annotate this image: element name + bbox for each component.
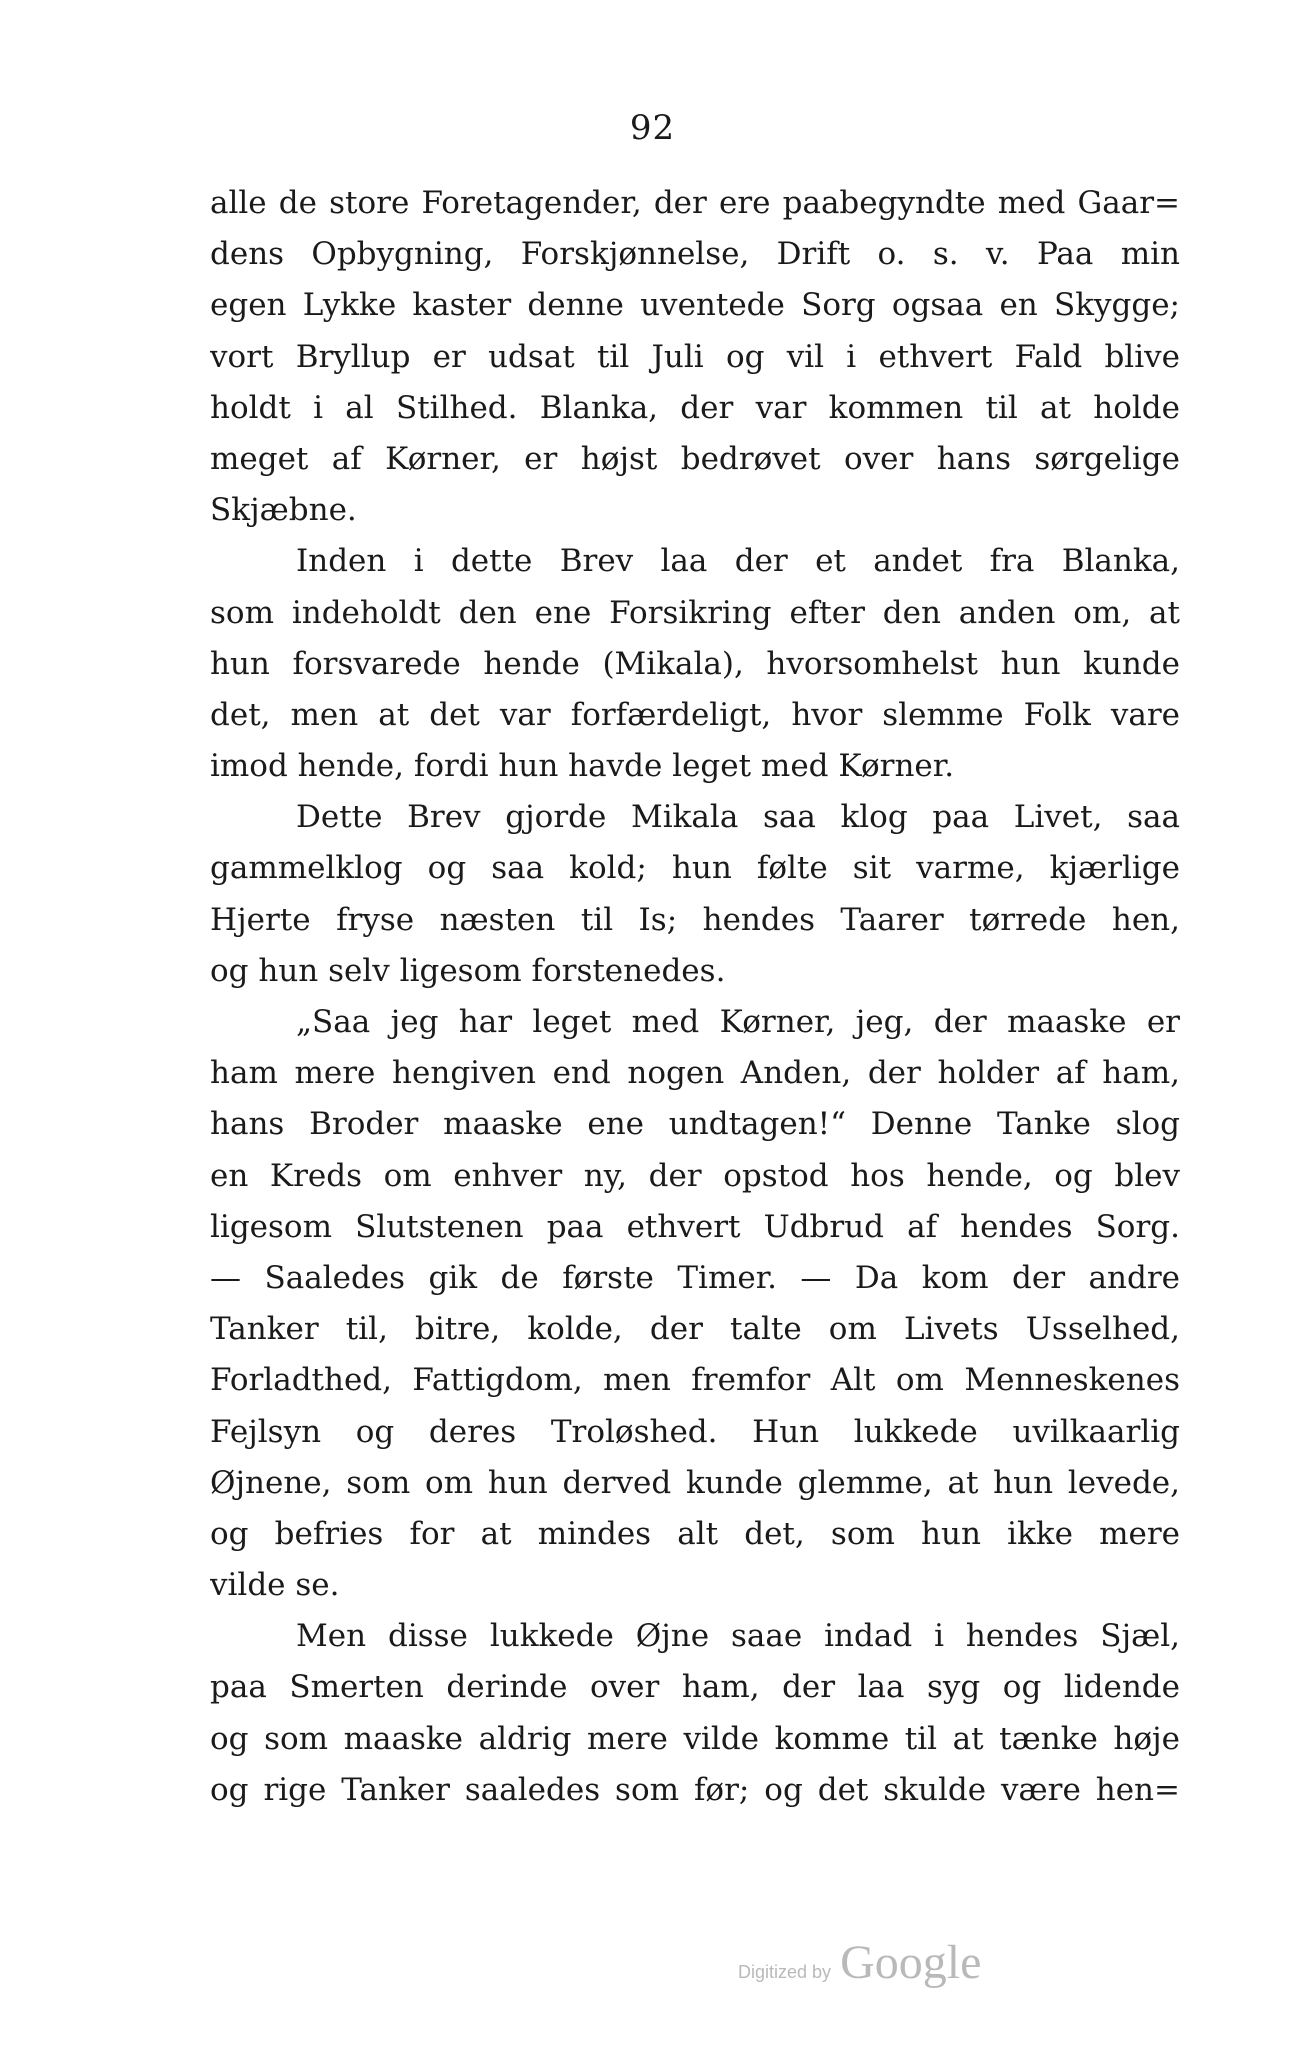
text-line: Øjnene, som om hun derved kunde glemme, at hun levede, xyxy=(210,1464,1180,1501)
text-line: en Kreds om enhver ny, der opstod hos hende, og blev xyxy=(210,1157,1180,1194)
text-line: Hjerte fryse næsten til Is; hendes Taarer tørrede hen, xyxy=(210,901,1180,938)
text-line: meget af Kørner, er højst bedrøvet over hans sørgelige xyxy=(210,440,1180,477)
digitized-by-google-watermark xyxy=(738,1935,1018,1995)
text-line: Skjæbne. xyxy=(210,492,357,529)
watermark-prefix: Digitized by xyxy=(738,1962,832,1982)
page-number: 92 xyxy=(629,108,676,148)
text-line: Dette Brev gjorde Mikala saa klog paa Livet, saa xyxy=(296,799,1180,836)
text-line: det, men at det var forfærdeligt, hvor slemme Folk vare xyxy=(210,696,1180,733)
text-line: Men disse lukkede Øjne saae indad i hendes Sjæl, xyxy=(296,1618,1180,1655)
body-text xyxy=(210,178,1180,1816)
google-logo: Google xyxy=(840,1936,982,1989)
text-line: Tanker til, bitre, kolde, der talte om Livets Usselhed, xyxy=(210,1311,1180,1348)
text-line: paa Smerten derinde over ham, der laa syg og lidende xyxy=(210,1669,1180,1706)
text-line: egen Lykke kaster denne uventede Sorg ogsaa en Skygge; xyxy=(210,287,1180,324)
text-line: vilde se. xyxy=(210,1567,340,1604)
text-line: og hun selv ligesom forstenedes. xyxy=(210,952,726,989)
text-line: — Saaledes gik de første Timer. — Da kom der andre xyxy=(210,1259,1180,1296)
text-line: Forladthed, Fattigdom, men fremfor Alt om Menneskenes xyxy=(210,1362,1180,1399)
text-line: vort Bryllup er udsat til Juli og vil i ethvert Fald blive xyxy=(210,338,1180,375)
text-line: ligesom Slutstenen paa ethvert Udbrud af hendes Sorg. xyxy=(210,1208,1180,1245)
text-line: og som maaske aldrig mere vilde komme til at tænke høje xyxy=(210,1720,1180,1757)
text-line: alle de store Foretagender, der ere paabegyndte med Gaar= xyxy=(210,185,1180,221)
text-line: som indeholdt den ene Forsikring efter den anden om, at xyxy=(210,594,1180,631)
text-line: hun forsvarede hende (Mikala), hvorsomhelst hun kunde xyxy=(210,645,1180,682)
text-line: Inden i dette Brev laa der et andet fra Blanka, xyxy=(296,543,1180,580)
text-line: imod hende, fordi hun havde leget med Kørner. xyxy=(210,748,955,785)
text-line: „Saa jeg har leget med Kørner, jeg, der maaske er xyxy=(296,1004,1180,1040)
text-line: gammelklog og saa kold; hun følte sit varme, kjærlige xyxy=(210,850,1180,887)
text-line: Fejlsyn og deres Troløshed. Hun lukkede uvilkaarlig xyxy=(210,1413,1180,1450)
text-line: hans Broder maaske ene undtagen!“ Denne Tanke slog xyxy=(210,1106,1180,1143)
text-line: holdt i al Stilhed. Blanka, der var kommen til at holde xyxy=(210,389,1180,426)
text-line: og rige Tanker saaledes som før; og det skulde være hen= xyxy=(210,1771,1180,1808)
text-line: ham mere hengiven end nogen Anden, der holder af ham, xyxy=(210,1055,1180,1092)
text-line: dens Opbygning, Forskjønnelse, Drift o. s. v. Paa min xyxy=(210,236,1180,273)
text-line: og befries for at mindes alt det, som hun ikke mere xyxy=(210,1515,1180,1552)
